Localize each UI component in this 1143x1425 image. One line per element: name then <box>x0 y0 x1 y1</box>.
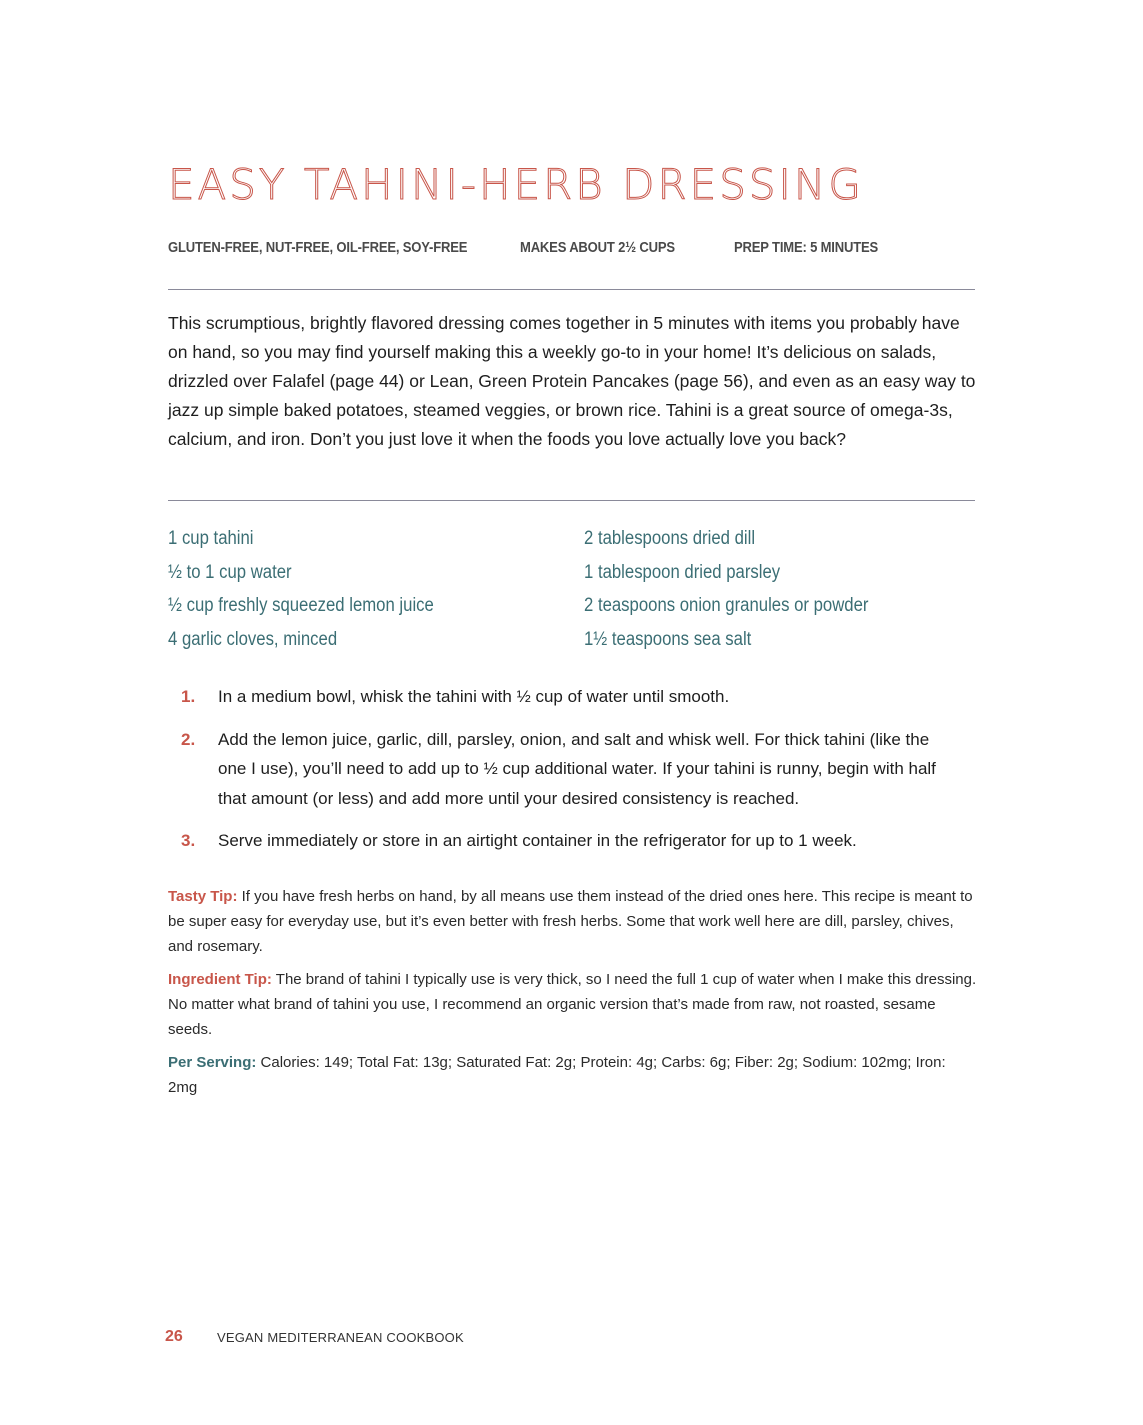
nutrition-text: Calories: 149; Total Fat: 13g; Saturated Fat: 2g; Protein: 4g; Carbs: 6g; Fiber: 2g; Sodium: 102mg; Iron: 2mg <box>168 1054 946 1096</box>
ingredient-item: 1 cup tahini <box>168 528 254 549</box>
instruction-step <box>168 725 958 814</box>
step-text: Serve immediately or store in an airtight container in the refrigerator for up to 1 week. <box>218 831 857 850</box>
ingredient-item: 1 tablespoon dried parsley <box>584 561 781 583</box>
book-title: VEGAN MEDITERRANEAN COOKBOOK <box>217 1330 464 1345</box>
instructions-list <box>168 682 958 869</box>
ingredient-item: 1½ teaspoons sea salt <box>584 628 752 650</box>
yield-info: MAKES ABOUT 2½ CUPS <box>520 240 675 256</box>
ingredient-item: 4 garlic cloves, minced <box>168 628 338 650</box>
ingredients-column-right <box>584 522 868 656</box>
instruction-step <box>168 826 958 856</box>
step-number: 3. <box>181 831 196 850</box>
step-number: 1. <box>181 687 196 706</box>
instruction-step <box>168 682 958 712</box>
recipe-title: EASY TAHINI-HERB DRESSING <box>168 160 864 209</box>
ingredient-tip <box>168 967 978 1042</box>
tip-label: Ingredient Tip: <box>168 971 272 988</box>
tips-section <box>168 884 978 1108</box>
step-number: 2. <box>181 729 196 749</box>
divider <box>168 289 975 290</box>
tip-text: If you have fresh herbs on hand, by all means use them instead of the dried ones here. This recipe is meant to be super easy for everyday use, but it’s even better with fresh herbs. Some that work well here are dill, parsley, chives, and rosemary. <box>168 888 973 955</box>
divider <box>168 500 975 501</box>
ingredient-item: ½ to 1 cup water <box>168 561 292 583</box>
prep-time: PREP TIME: 5 MINUTES <box>734 240 879 256</box>
step-text: In a medium bowl, whisk the tahini with ½ cup of water until smooth. <box>218 687 730 706</box>
ingredient-item: 2 teaspoons onion granules or powder <box>584 595 869 616</box>
nutrition-label: Per Serving: <box>168 1054 257 1071</box>
tasty-tip <box>168 884 978 959</box>
ingredient-item: ½ cup freshly squeezed lemon juice <box>168 595 434 616</box>
ingredients-column-left <box>168 522 434 656</box>
ingredient-item: 2 tablespoons dried dill <box>584 528 756 549</box>
tip-label: Tasty Tip: <box>168 888 238 905</box>
page-number: 26 <box>165 1328 183 1345</box>
dietary-info: GLUTEN-FREE, NUT-FREE, OIL-FREE, SOY-FREE <box>168 240 468 256</box>
tip-text: The brand of tahini I typically use is very thick, so I need the full 1 cup of water when I make this dressing. No matter what brand of tahini you use, I recommend an organic version that’s made from raw, not roasted, sesame seeds. <box>168 971 977 1038</box>
recipe-intro: This scrumptious, brightly flavored dressing comes together in 5 minutes with items you probably have on hand, so you may find yourself making this a weekly go-to in your home! It’s delicious on salads, drizzled over Falafel (page 44) or Lean, Green Protein Pancakes (page 56), and even as an easy way to jazz up simple baked potatoes, steamed veggies, or brown rice. Tahini is a great source of omega-3s, calcium, and iron. Don’t you just love it when the foods you love actually love you back? <box>168 313 976 449</box>
step-text: Add the lemon juice, garlic, dill, parsley, onion, and salt and whisk well. For thick tahini (like the one I use), you’ll need to add up to ½ cup additional water. If your tahini is runny, begin with half that amount (or less) and add more until your desired consistency is reached. <box>218 729 936 808</box>
nutrition-info <box>168 1050 978 1100</box>
